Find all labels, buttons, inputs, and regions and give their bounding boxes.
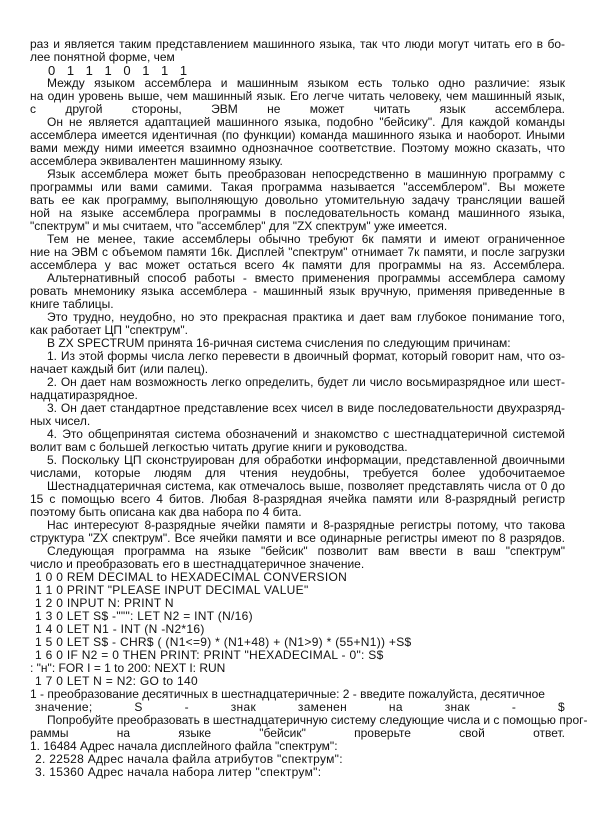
text-line: Шестнадцатеричная система, как отмечалось выше, позволяет представлять числа от 0 до (47, 480, 565, 493)
text-line: Тем не менее, такие ассемблеры обычно требуют 6к памяти и имеют ограниченное (47, 233, 565, 246)
code-line: 1 1 0 PRINT "PLEASE INPUT DECIMAL VALUE" (35, 583, 309, 597)
text-line: Это трудно, неудобно, но это прекрасная практика и дает вам глубокое понимание того, (47, 311, 565, 324)
text-line: структура "ZX спектрум". Все ячейки памяти и все одинарные регистры имеют по 8 разрядов. (30, 532, 565, 545)
code-line: 1 3 0 LET S$ -""": LET N2 = INT (N/16) (35, 609, 253, 623)
text-line: число и преобразовать его в шестнадцатеричное значение. (30, 557, 365, 571)
text-line: книге таблицы. (30, 297, 114, 311)
text-line: 4. Это общепринятая система обозначений и знакомство с шестнадцатеричной системой (47, 428, 565, 441)
text-line: "спектрум" и мы считаем, что "ассемблер" для "ZX спектрум" уже имеется. (30, 219, 448, 233)
text-line: раммы на языке "бейсик" проверьте свой ответ. (30, 727, 565, 740)
text-line: лее понятной форме, чем (30, 50, 175, 64)
text-line: раз и является таким представлением машинного языка, так что люди могут читать его в бо- (30, 38, 565, 51)
text-line: поэтому быть описана как два набора по 4 бита. (30, 505, 302, 519)
text-line: Нас интересуют 8-разрядные ячейки памяти и 8-разрядные регистры потому, что такова (47, 519, 565, 532)
text-line: ассемблера эквивалентен машинному языку. (30, 154, 283, 168)
text-line: В ZX SPECTRUM принята 16-ричная система счисления по следующим причинам: (47, 336, 511, 350)
code-line: 1 4 0 LET N1 - INT (N -N2*16) (35, 622, 205, 636)
text-line: Язык ассемблера может быть преобразован непосредственно в машинную программу с (47, 168, 565, 181)
code-line: 1 0 0 REM DECIMAL to HEXADECIMAL CONVERSION (35, 570, 348, 584)
text-line: значение; S - знак заменен на знак - $ (35, 701, 565, 714)
text-line: 5. Поскольку ЦП сконструирован для обработки информации, представленной двоичными (47, 454, 565, 467)
text-line: ной на языке ассемблера программы в последовательность команд машинного языка, (30, 207, 565, 220)
code-line: 1 5 0 LET S$ - CHR$ ( (N1<=9) * (N1+48) + (N1>9) * (55+N1)) +S$ (35, 635, 412, 649)
text-line: Альтернативный способ работы - вместо применения программы ассемблера самому (47, 272, 565, 285)
text-line: программы или вами самими. Такая программа называется "ассемблером". Вы можете (30, 181, 565, 194)
text-line: 3. 15360 Адрес начала набора литер "спектрум": (35, 765, 322, 779)
document-page (30, 38, 588, 779)
text-line: 15 с помощью всего 4 битов. Любая 8-разрядная ячейка памяти или 8-разрядный регистр (30, 493, 565, 506)
text-line: числами, которые людям для чтения неудобны, требуется более удобочитаемое (30, 467, 565, 480)
text-line: начает каждый бит (или палец). (30, 362, 209, 376)
code-line: 1 2 0 INPUT N: PRINT N (35, 596, 174, 610)
text-line: 1. 16484 Адрес начала дисплейного файла "спектрум": (30, 739, 338, 753)
text-line: Попробуйте преобразовать в шестнадцатеричную систему следующие числа и с помощью прог- (47, 713, 588, 727)
text-line: Между языком ассемблера и машинным языком есть только одно различие: язык (47, 77, 565, 90)
code-line: : "н": FOR I = 1 to 200: NEXT I: RUN (30, 661, 226, 675)
text-line: ассемблера у вас может остаться всего 4к памяти для программы на яз. Ассемблера. (30, 259, 565, 272)
text-line: 3. Он дает стандартное представление всех чисел в виде последовательности двухразряд- (47, 402, 565, 415)
text-line: Следующая программа на языке "бейсик" позволит вам ввести в ваш "спектрум" (47, 545, 565, 558)
text-line: ных чисел. (30, 414, 91, 428)
text-line: 2. 22528 Адрес начала файла атрибутов "спектрум": (35, 752, 343, 766)
text-line: 2. Он дает нам возможность легко определить, будет ли число восьмиразрядное или шест- (47, 376, 565, 389)
text-line: вами между ними имеется взаимно однозначное соответствие. Поэтому можно сказать, что (30, 142, 565, 155)
text-line: на один уровень выше, чем машинный язык. Его легче читать человеку, чем машинный язык, (30, 90, 565, 103)
text-line: как работает ЦП "спектрум". (30, 323, 188, 337)
text-line: надцатиразрядное. (30, 388, 138, 402)
text-line: вать ее как программу, выполняющую довольно утомительную задачу трансляции вашей (30, 194, 565, 207)
code-line: 1 7 0 LET N = N2: GO to 140 (35, 674, 198, 688)
code-line: 1 6 0 IF N2 = 0 THEN PRINT: PRINT "HEXADECIMAL - 0": S$ (35, 648, 384, 662)
text-line: с другой стороны, ЭВМ не может читать язык ассемблера. (30, 103, 565, 116)
code-line: 1 - преобразование десятичных в шестнадцатеричные: 2 - введите пожалуйста, десятичное (30, 687, 545, 701)
text-line: Он не является адаптацией машинного языка, подобно "бейсику". Для каждой команды (47, 116, 565, 129)
text-line: ние на ЭВМ с объемом памяти 16к. Дисплей "спектрум" отнимает 7к памяти, и после загрузки (30, 246, 565, 259)
text-line: 1. Из этой формы числа легко перевести в двоичный формат, который говорит нам, что оз- (47, 350, 565, 363)
text-line: 0 1 1 1 0 1 1 1 (48, 63, 192, 78)
text-line: волит вам с большей легкостью читать другие книги и руководства. (30, 440, 408, 454)
text-line: ровать мнемонику языка ассемблера - машинный язык вручную, применяя приведенные в (30, 285, 565, 298)
text-line: ассемблера имеется идентичная (по функции) команда машинного языка и наоборот. Иными (30, 129, 565, 142)
